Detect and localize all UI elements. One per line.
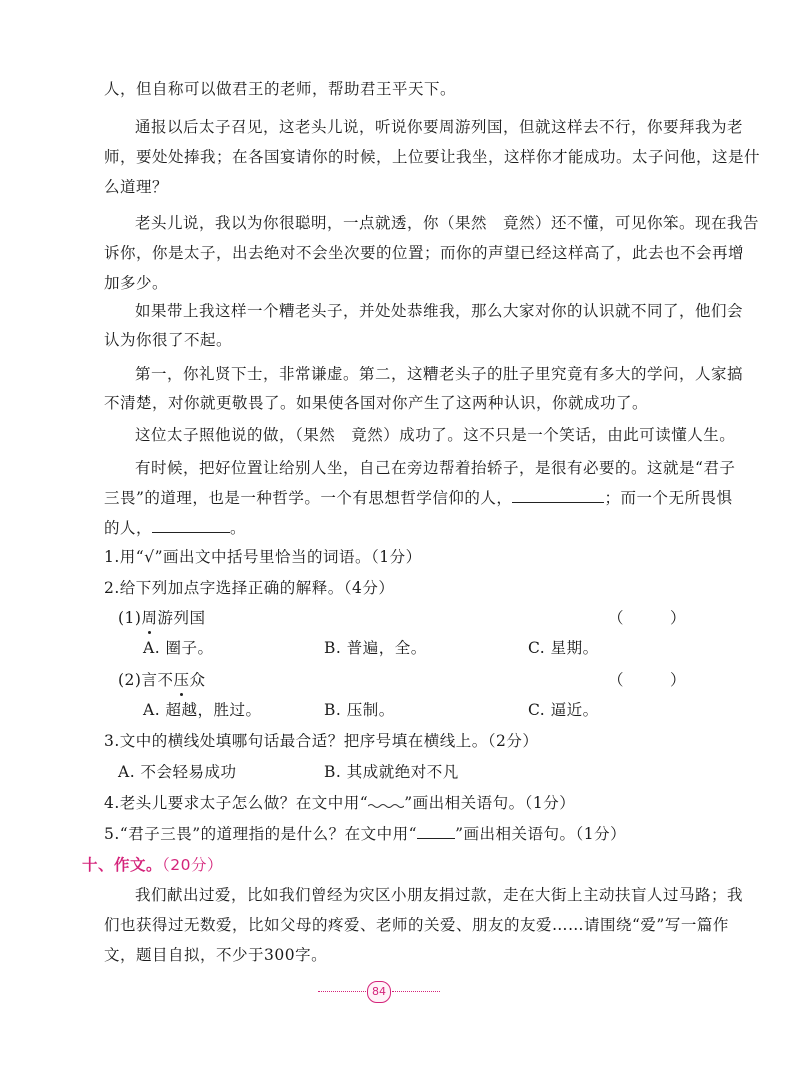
passage-text: 三畏”的道理，也是一种哲学。一个有思想哲学信仰的人， xyxy=(104,489,513,507)
passage-line: 有时候，把好位置让给别人坐，自己在旁边帮着抬轿子，是很有必要的。这就是“君子 xyxy=(135,459,736,477)
passage-line: 老头儿说，我以为你很聪明，一点就透，你（果然 竟然）还不懂，可见你笨。现在我告 xyxy=(135,214,760,232)
question-2: 2.给下列加点字选择正确的解释。（4分） xyxy=(104,579,395,597)
section-title xyxy=(82,855,223,875)
passage-text: 。 xyxy=(230,519,247,537)
passage-line: 认为你很了不起。 xyxy=(104,331,233,349)
passage-text: ；而一个无所畏惧 xyxy=(604,489,733,507)
passage-line: 师，要处处捧我；在各国宴请你的时候，上位要让我坐，这样你才能成功。太子问他，这是什 xyxy=(104,148,761,166)
question-1: 1.用“√”画出文中括号里恰当的词语。（1分） xyxy=(104,548,422,566)
option-c: C. 逼近。 xyxy=(528,701,599,719)
question-text: 4.老头儿要求太子怎么做？在文中用“ xyxy=(104,794,369,812)
question-text: 5.“君子三畏”的道理指的是什么？在文中用“ xyxy=(104,825,418,843)
question-text: ”画出相关语句。（1分） xyxy=(404,794,576,812)
footer-divider xyxy=(318,991,366,993)
option-b: B. 其成就绝对不凡 xyxy=(324,763,459,781)
passage-line: 么道理？ xyxy=(104,178,169,196)
passage-line xyxy=(104,488,732,508)
option-c: C. 星期。 xyxy=(528,639,599,657)
item-text: 游列国 xyxy=(157,609,206,627)
essay-line: 文，题目自拟，不少于300字。 xyxy=(104,946,328,964)
passage-line: 不清楚，对你就更敬畏了。如果使各国对你产生了这两种认识，你就成功了。 xyxy=(104,394,649,412)
passage-line: 这位太子照他说的做，（果然 竟然）成功了。这不只是一个笑话，由此可读懂人生。 xyxy=(135,426,736,444)
answer-paren[interactable]: （ ） xyxy=(608,609,686,627)
option-b: B. 普遍，全。 xyxy=(324,639,427,657)
question-3: 3.文中的横线处填哪句话最合适？把序号填在横线上。（2分） xyxy=(104,732,539,750)
passage-line: 人，但自称可以做君王的老师，帮助君王平天下。 xyxy=(104,80,457,98)
question-2-item-2 xyxy=(118,670,206,690)
question-text: ”画出相关语句。（1分） xyxy=(455,825,627,843)
passage-line: 诉你，你是太子，出去绝对不会坐次要的位置；而你的声望已经这样高了，此去也不会再增 xyxy=(104,244,745,262)
answer-blank[interactable] xyxy=(152,518,230,533)
dotted-char: 压 xyxy=(173,671,190,689)
answer-blank[interactable] xyxy=(512,488,604,503)
page-number: 84 xyxy=(367,981,391,1003)
question-5 xyxy=(104,824,626,844)
passage-line xyxy=(104,518,246,538)
footer-divider xyxy=(392,991,440,993)
section-heading: 十、作文。 xyxy=(82,856,163,874)
essay-line: 我们献出过爱，比如我们曾经为灾区小朋友捐过款，走在大街上主动扶盲人过马路；我 xyxy=(135,886,744,904)
question-2-item-1 xyxy=(118,608,206,628)
section-score: （20分） xyxy=(162,856,223,874)
passage-line: 第一，你礼贤下士，非常谦虚。第二，这糟老头子的肚子里究竟有多大的学问，人家搞 xyxy=(135,365,744,383)
straight-line-icon xyxy=(417,824,455,839)
item-number: (2)言不 xyxy=(118,671,174,689)
passage-line: 如果带上我这样一个糟老头子，并处处恭维我，那么大家对你的认识就不同了，他们会 xyxy=(135,302,744,320)
answer-paren[interactable]: （ ） xyxy=(608,671,686,689)
passage-line: 加多少。 xyxy=(104,274,169,292)
item-number: (1) xyxy=(118,609,142,627)
essay-line: 们也获得过无数爱，比如父母的疼爱、老师的关爱、朋友的友爱……请围绕“爱”写一篇作 xyxy=(104,916,729,934)
passage-line: 通报以后太子召见，这老头儿说，听说你要周游列国，但就这样去不行，你要拜我为老 xyxy=(135,118,744,136)
option-a: A. 不会轻易成功 xyxy=(118,763,237,781)
item-text: 众 xyxy=(189,671,206,689)
option-b: B. 压制。 xyxy=(324,701,395,719)
passage-text: 的人， xyxy=(104,519,153,537)
dotted-char: 周 xyxy=(141,609,158,627)
question-4 xyxy=(104,793,575,813)
option-a: A. 超越，胜过。 xyxy=(143,701,262,719)
option-a: A. 圈子。 xyxy=(143,639,214,657)
wavy-line-icon xyxy=(368,798,404,808)
